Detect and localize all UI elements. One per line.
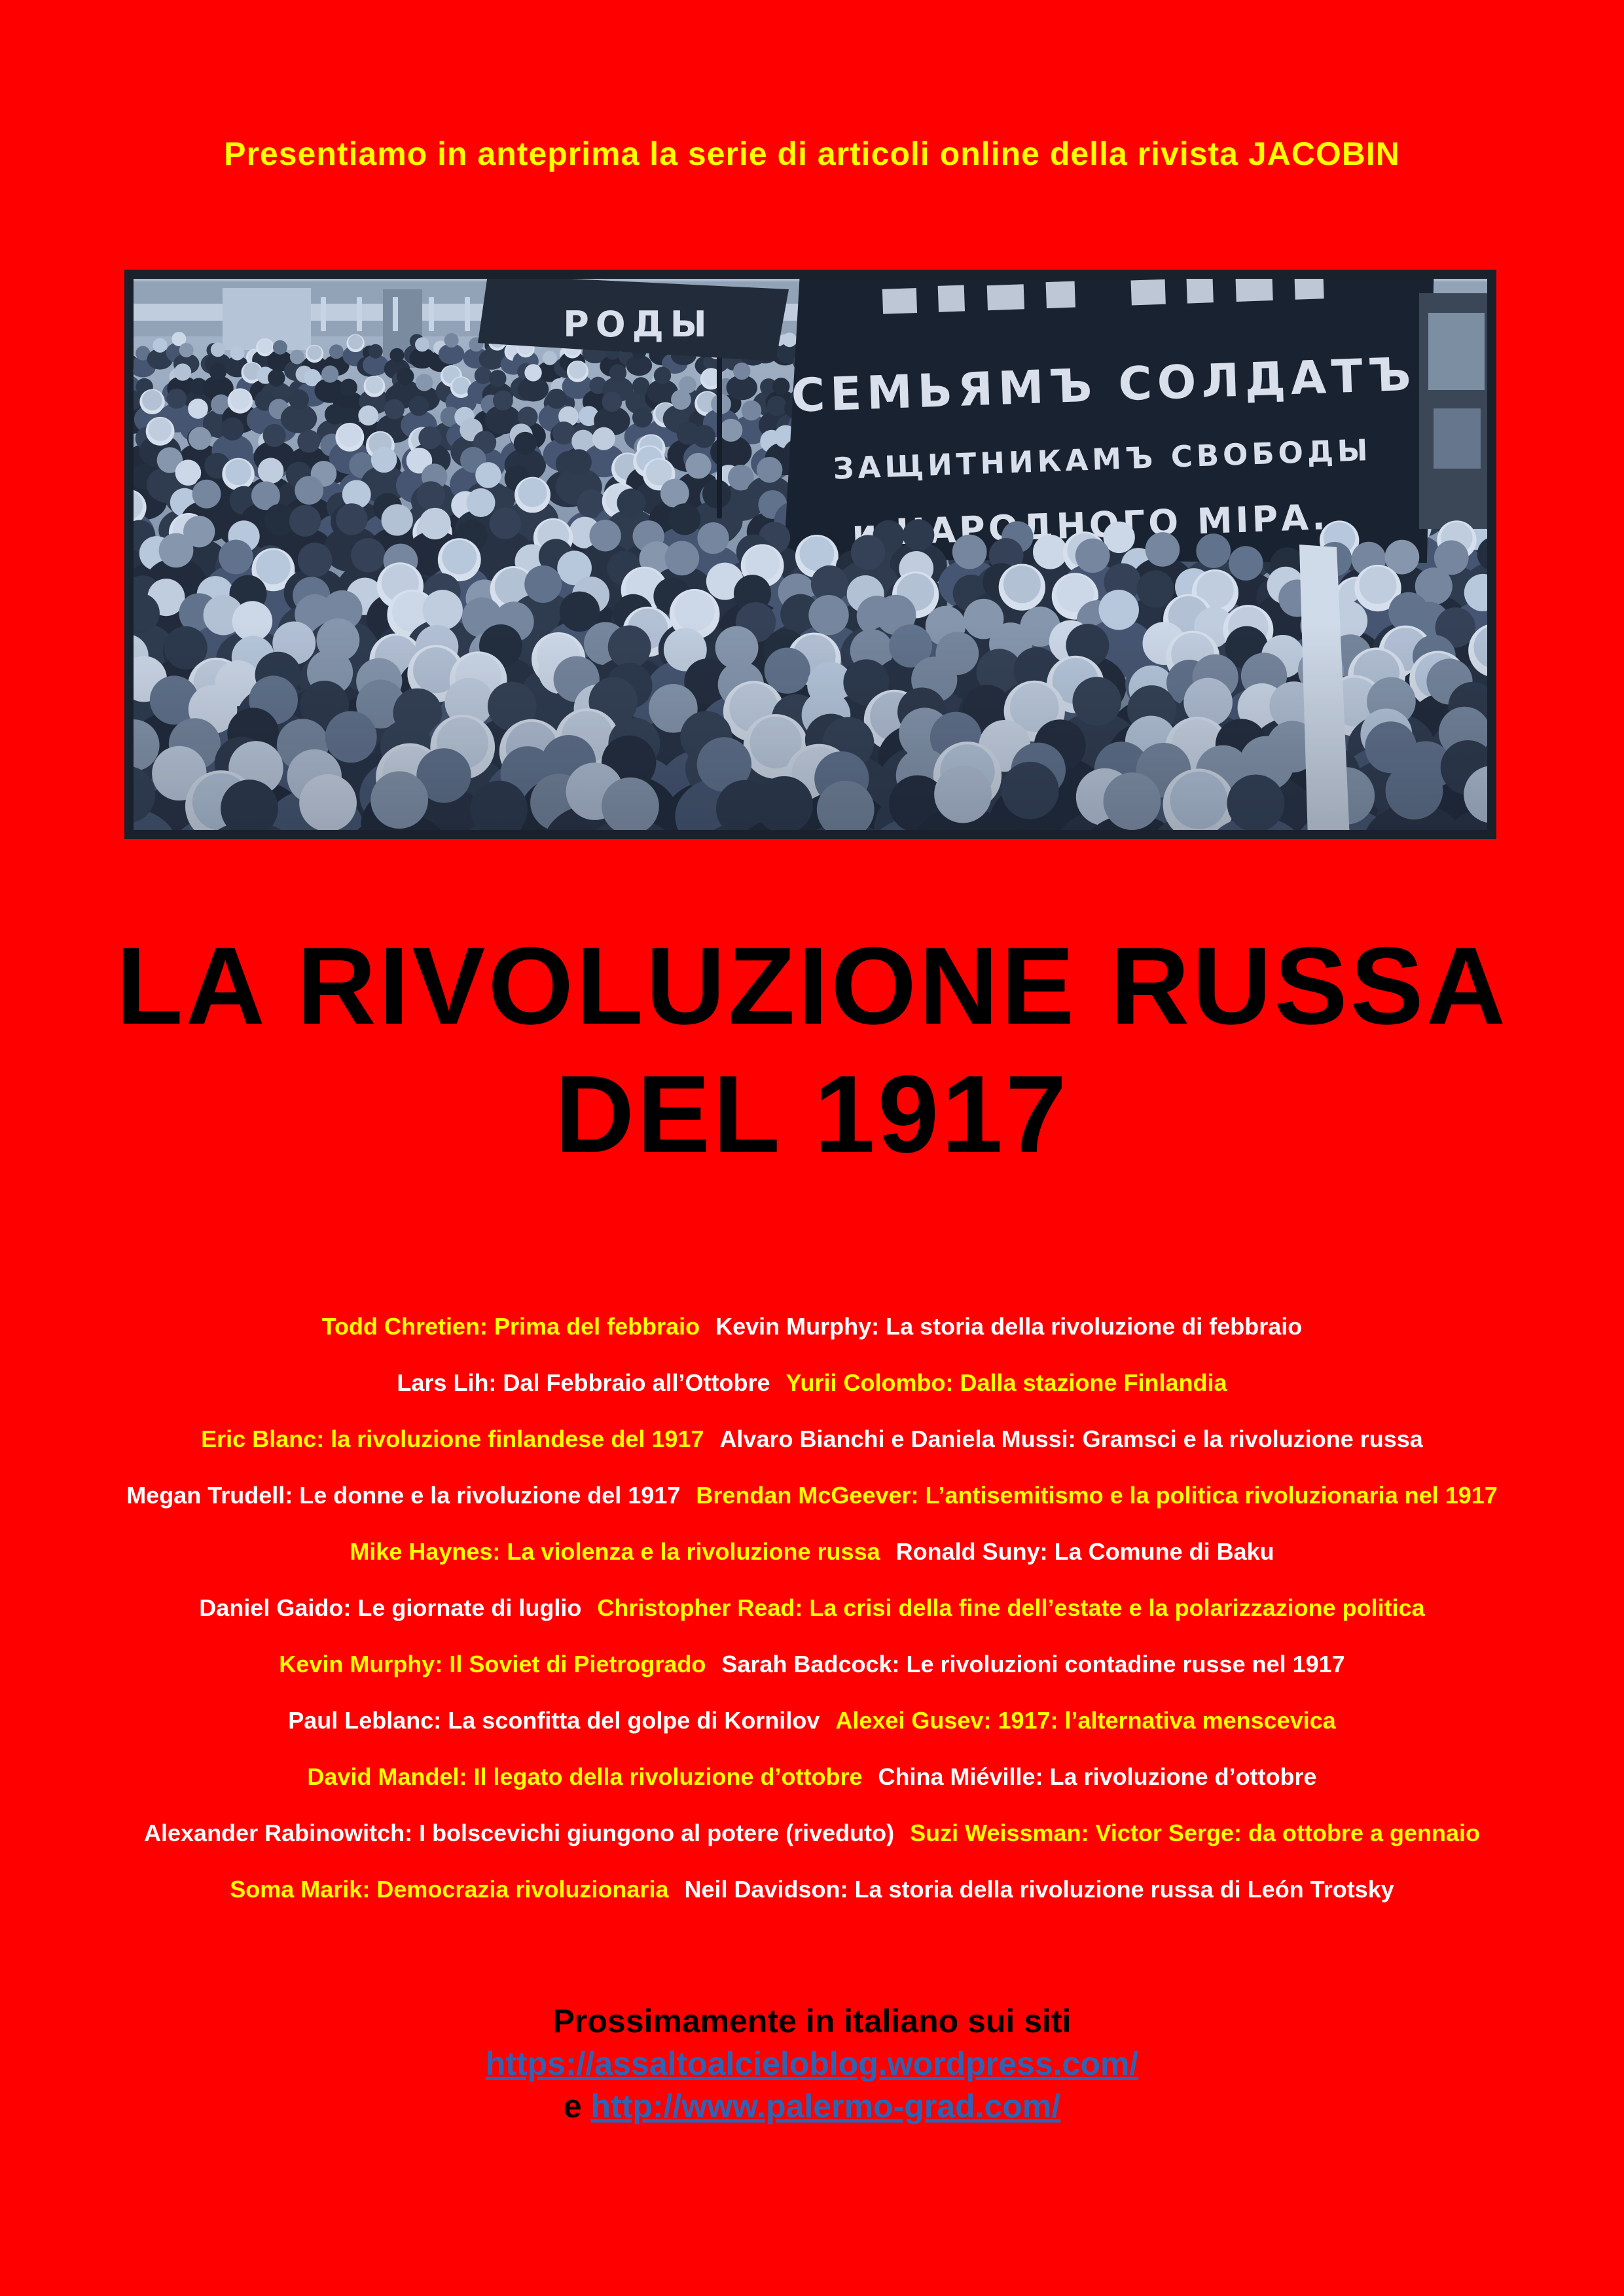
footer-link-line-2 bbox=[0, 2085, 1624, 2128]
article-entry: China Miéville: La rivoluzione d’ottobre bbox=[878, 1763, 1317, 1790]
article-line bbox=[7, 1636, 1617, 1693]
article-entry: Alexei Gusev: 1917: l’alternativa menscevica bbox=[835, 1707, 1336, 1734]
article-entry: Kevin Murphy: La storia della rivoluzione di febbraio bbox=[715, 1313, 1303, 1340]
historical-crowd-photo bbox=[124, 270, 1496, 839]
footer-lead-text: Prossimamente in italiano sui siti bbox=[552, 2003, 1072, 2039]
palermograd-link[interactable]: http://www.palermo-grad.com/ bbox=[590, 2088, 1061, 2125]
article-list bbox=[7, 1299, 1617, 1918]
article-line bbox=[7, 1861, 1617, 1918]
article-entry: Lars Lih: Dal Febbraio all’Ottobre bbox=[397, 1369, 770, 1396]
poster-title-line-2: DEL 1917 bbox=[554, 1052, 1070, 1175]
article-line bbox=[7, 1805, 1617, 1861]
article-line bbox=[7, 1299, 1617, 1355]
article-entry: Brendan McGeever: L’antisemitismo e la politica rivoluzionaria nel 1917 bbox=[696, 1482, 1498, 1509]
article-entry: Mike Haynes: La violenza e la rivoluzione russa bbox=[350, 1538, 880, 1565]
article-entry: Todd Chretien: Prima del febbraio bbox=[321, 1313, 700, 1340]
article-entry: Megan Trudell: Le donne e la rivoluzione del 1917 bbox=[126, 1482, 681, 1509]
article-entry: Kevin Murphy: Il Soviet di Pietrogrado bbox=[279, 1651, 706, 1677]
article-entry: Yurii Colombo: Dalla stazione Finlandia bbox=[785, 1369, 1227, 1396]
article-entry: David Mandel: Il legato della rivoluzione d’ottobre bbox=[307, 1763, 863, 1790]
article-line bbox=[7, 1355, 1617, 1411]
wordpress-link[interactable]: https://assaltoalcieloblog.wordpress.com/ bbox=[485, 2045, 1139, 2082]
article-entry: Suzi Weissman: Victor Serge: da ottobre a gennaio bbox=[910, 1820, 1480, 1846]
photo-blue-tint bbox=[124, 270, 1496, 839]
article-entry: Soma Marik: Democrazia rivoluzionaria bbox=[230, 1876, 669, 1903]
crowd-photo-svg bbox=[124, 270, 1496, 839]
article-entry: Christopher Read: La crisi della fine dell’estate e la polarizzazione politica bbox=[597, 1594, 1425, 1621]
article-line bbox=[7, 1693, 1617, 1749]
poster-title bbox=[0, 922, 1624, 1178]
poster-title-line-1: LA RIVOLUZIONE RUSSA bbox=[115, 924, 1509, 1047]
article-line bbox=[7, 1524, 1617, 1580]
article-entry: Daniel Gaido: Le giornate di luglio bbox=[199, 1594, 582, 1621]
article-entry: Sarah Badcock: Le rivoluzioni contadine russe nel 1917 bbox=[721, 1651, 1345, 1677]
article-entry: Ronald Suny: La Comune di Baku bbox=[895, 1538, 1274, 1565]
article-entry: Neil Davidson: La storia della rivoluzione russa di León Trotsky bbox=[684, 1876, 1394, 1903]
article-entry: Alexander Rabinowitch: I bolscevichi giungono al potere (riveduto) bbox=[144, 1820, 895, 1846]
footer-conjunction: e bbox=[563, 2088, 582, 2125]
article-entry: Alvaro Bianchi e Daniela Mussi: Gramsci e la rivoluzione russa bbox=[719, 1426, 1423, 1452]
article-entry: Paul Leblanc: La sconfitta del golpe di Kornilov bbox=[288, 1707, 820, 1734]
article-entry: Eric Blanc: la rivoluzione finlandese del 1917 bbox=[201, 1426, 704, 1452]
article-line bbox=[7, 1467, 1617, 1524]
article-line bbox=[7, 1580, 1617, 1636]
article-line bbox=[7, 1749, 1617, 1805]
header-banner-text: Presentiamo in anteprima la serie di articoli online della rivista JACOBIN bbox=[224, 135, 1400, 172]
article-line bbox=[7, 1411, 1617, 1467]
footer-link-line-1 bbox=[0, 2043, 1624, 2085]
footer bbox=[0, 2000, 1624, 2128]
